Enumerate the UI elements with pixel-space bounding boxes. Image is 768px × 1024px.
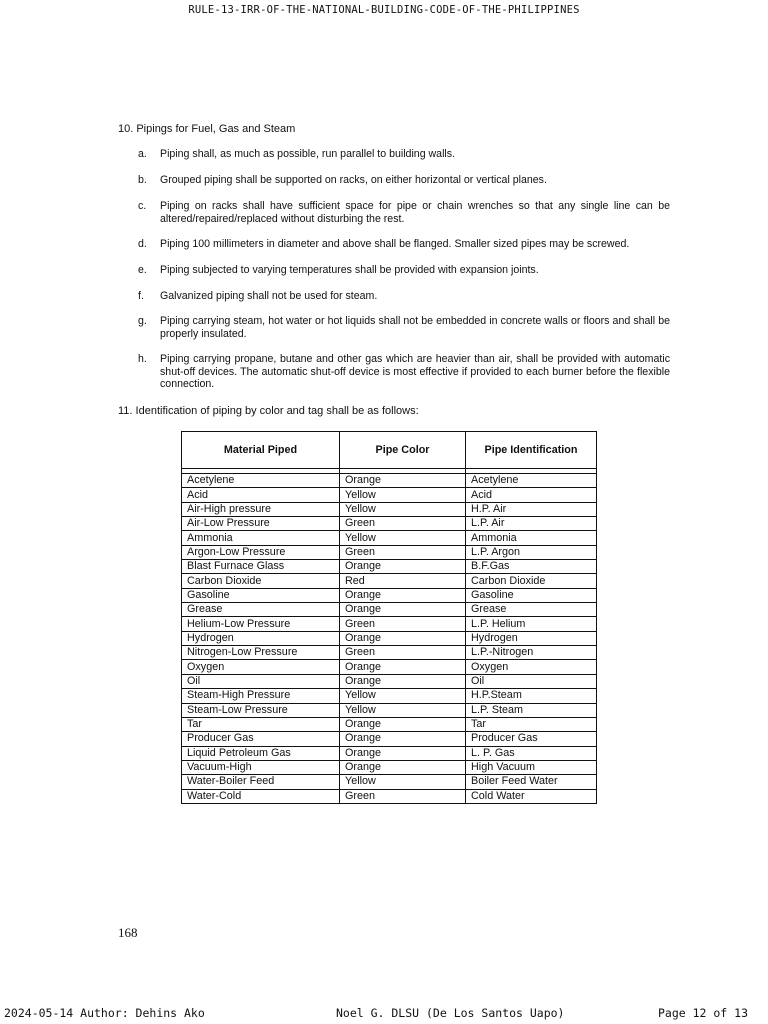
list-item: [138, 174, 670, 187]
cell-material: Tar: [182, 717, 340, 731]
cell-pipe-color: Orange: [340, 631, 466, 645]
list-item-text: Piping 100 millimeters in diameter and above shall be flanged. Smaller sized pipes may be screwed.: [160, 238, 630, 250]
list-item-text: Galvanized piping shall not be used for steam.: [160, 290, 378, 302]
cell-material: Liquid Petroleum Gas: [182, 746, 340, 760]
table-row: [182, 674, 597, 688]
table-row: [182, 703, 597, 717]
table-row: [182, 488, 597, 502]
list-item-text: Piping carrying propane, butane and other gas which are heavier than air, shall be provided with automatic shut-off devices. The automatic shut-off device is most effective if provided to each burner before the flexible connection.: [160, 353, 670, 391]
footer-page-count: Page 12 of 13: [657, 1006, 748, 1020]
table-row: [182, 660, 597, 674]
cell-pipe-color: Orange: [340, 760, 466, 774]
cell-pipe-identification: B.F.Gas: [466, 560, 597, 574]
cell-pipe-color: Orange: [340, 674, 466, 688]
table-row: [182, 789, 597, 803]
table-body: [182, 469, 597, 804]
list-item-marker: b.: [138, 174, 147, 186]
cell-material: Water-Cold: [182, 789, 340, 803]
cell-material: Oxygen: [182, 660, 340, 674]
footer-source: Noel G. DLSU (De Los Santos Uapo): [336, 1006, 565, 1020]
header-pipe-identification: Pipe Identification: [466, 432, 597, 469]
cell-pipe-identification: Tar: [466, 717, 597, 731]
cell-material: Steam-High Pressure: [182, 689, 340, 703]
cell-pipe-color: Orange: [340, 660, 466, 674]
list-item: [138, 290, 670, 303]
cell-material: Helium-Low Pressure: [182, 617, 340, 631]
cell-pipe-identification: Oxygen: [466, 660, 597, 674]
cell-material: Air-High pressure: [182, 502, 340, 516]
list-item: [138, 315, 670, 340]
table-row: [182, 732, 597, 746]
list-item-text: Piping subjected to varying temperatures shall be provided with expansion joints.: [160, 264, 539, 276]
cell-pipe-identification: Cold Water: [466, 789, 597, 803]
cell-pipe-identification: L.P. Argon: [466, 545, 597, 559]
list-item-text: Piping carrying steam, hot water or hot liquids shall not be embedded in concrete walls or floors and shall be properly insulated.: [160, 315, 670, 340]
cell-material: Ammonia: [182, 531, 340, 545]
cell-pipe-color: Orange: [340, 560, 466, 574]
list-item: [138, 264, 670, 277]
cell-pipe-color: Yellow: [340, 502, 466, 516]
cell-pipe-color: Yellow: [340, 703, 466, 717]
cell-pipe-color: Yellow: [340, 531, 466, 545]
list-item-marker: g.: [138, 315, 147, 327]
cell-material: Hydrogen: [182, 631, 340, 645]
cell-pipe-identification: H.P. Air: [466, 502, 597, 516]
cell-pipe-identification: Gasoline: [466, 588, 597, 602]
table-row: [182, 617, 597, 631]
list-item-marker: e.: [138, 264, 147, 276]
list-item-marker: h.: [138, 353, 147, 365]
table-header-row: [182, 432, 597, 469]
cell-pipe-identification: L.P. Steam: [466, 703, 597, 717]
cell-material: Grease: [182, 603, 340, 617]
cell-material: Water-Boiler Feed: [182, 775, 340, 789]
cell-pipe-identification: L.P. Air: [466, 517, 597, 531]
list-item: [138, 200, 670, 225]
cell-pipe-color: Green: [340, 545, 466, 559]
table-row: [182, 689, 597, 703]
cell-pipe-color: Red: [340, 574, 466, 588]
cell-pipe-color: Orange: [340, 717, 466, 731]
cell-pipe-identification: Oil: [466, 674, 597, 688]
cell-pipe-color: Yellow: [340, 488, 466, 502]
table-row: [182, 574, 597, 588]
cell-material: Blast Furnace Glass: [182, 560, 340, 574]
table-row: [182, 746, 597, 760]
cell-pipe-identification: High Vacuum: [466, 760, 597, 774]
table-row: [182, 517, 597, 531]
cell-pipe-identification: H.P.Steam: [466, 689, 597, 703]
list-item-text: Grouped piping shall be supported on racks, on either horizontal or vertical planes.: [160, 174, 547, 186]
list-item: [138, 238, 670, 251]
cell-material: Acetylene: [182, 474, 340, 488]
cell-pipe-identification: Producer Gas: [466, 732, 597, 746]
list-item-marker: a.: [138, 148, 147, 160]
cell-material: Acid: [182, 488, 340, 502]
cell-pipe-color: Orange: [340, 588, 466, 602]
list-item-text: Piping on racks shall have sufficient space for pipe or chain wrenches so that any single line can be altered/repaired/replaced without disturbing the rest.: [160, 200, 670, 225]
cell-pipe-color: Orange: [340, 732, 466, 746]
table-row: [182, 502, 597, 516]
list-item-marker: c.: [138, 200, 147, 212]
page-number: 168: [118, 925, 138, 940]
table-row: [182, 588, 597, 602]
list-item-marker: d.: [138, 238, 147, 250]
list-item-text: Piping shall, as much as possible, run parallel to building walls.: [160, 148, 456, 160]
cell-material: Producer Gas: [182, 732, 340, 746]
cell-pipe-color: Orange: [340, 474, 466, 488]
cell-pipe-identification: Carbon Dioxide: [466, 574, 597, 588]
table-row: [182, 531, 597, 545]
cell-pipe-identification: Acetylene: [466, 474, 597, 488]
header-material-piped: Material Piped: [182, 432, 340, 469]
running-header: RULE-13-IRR-OF-THE-NATIONAL-BUILDING-CODE-OF-THE-PHILIPPINES: [188, 4, 580, 16]
cell-material: Oil: [182, 674, 340, 688]
table-row: [182, 717, 597, 731]
cell-material: Steam-Low Pressure: [182, 703, 340, 717]
pipe-color-table: [181, 431, 597, 804]
cell-pipe-identification: Hydrogen: [466, 631, 597, 645]
cell-material: Vacuum-High: [182, 760, 340, 774]
cell-pipe-identification: L. P. Gas: [466, 746, 597, 760]
cell-pipe-color: Orange: [340, 603, 466, 617]
cell-pipe-color: Orange: [340, 746, 466, 760]
table-row: [182, 760, 597, 774]
cell-pipe-color: Green: [340, 617, 466, 631]
list-item: [138, 148, 670, 161]
cell-material: Argon-Low Pressure: [182, 545, 340, 559]
cell-material: Air-Low Pressure: [182, 517, 340, 531]
cell-pipe-identification: L.P. Helium: [466, 617, 597, 631]
table-row: [182, 646, 597, 660]
cell-pipe-color: Yellow: [340, 689, 466, 703]
table-row: [182, 545, 597, 559]
section-10-title: 10. Pipings for Fuel, Gas and Steam: [118, 123, 296, 135]
cell-pipe-identification: Acid: [466, 488, 597, 502]
header-pipe-color: Pipe Color: [340, 432, 466, 469]
cell-pipe-identification: L.P.-Nitrogen: [466, 646, 597, 660]
table-row: [182, 474, 597, 488]
table-row: [182, 560, 597, 574]
list-item-marker: f.: [138, 290, 144, 302]
footer-date-author: 2024-05-14 Author: Dehins Ako: [4, 1006, 205, 1020]
cell-material: Gasoline: [182, 588, 340, 602]
cell-pipe-identification: Boiler Feed Water: [466, 775, 597, 789]
cell-material: Carbon Dioxide: [182, 574, 340, 588]
cell-pipe-color: Green: [340, 517, 466, 531]
cell-pipe-color: Yellow: [340, 775, 466, 789]
cell-material: Nitrogen-Low Pressure: [182, 646, 340, 660]
section-11-title: 11. Identification of piping by color and tag shall be as follows:: [118, 405, 419, 417]
table-row: [182, 631, 597, 645]
cell-pipe-identification: Grease: [466, 603, 597, 617]
table-row: [182, 603, 597, 617]
list-item: [138, 353, 670, 391]
cell-pipe-color: Green: [340, 789, 466, 803]
table-row: [182, 775, 597, 789]
cell-pipe-color: Green: [340, 646, 466, 660]
cell-pipe-identification: Ammonia: [466, 531, 597, 545]
